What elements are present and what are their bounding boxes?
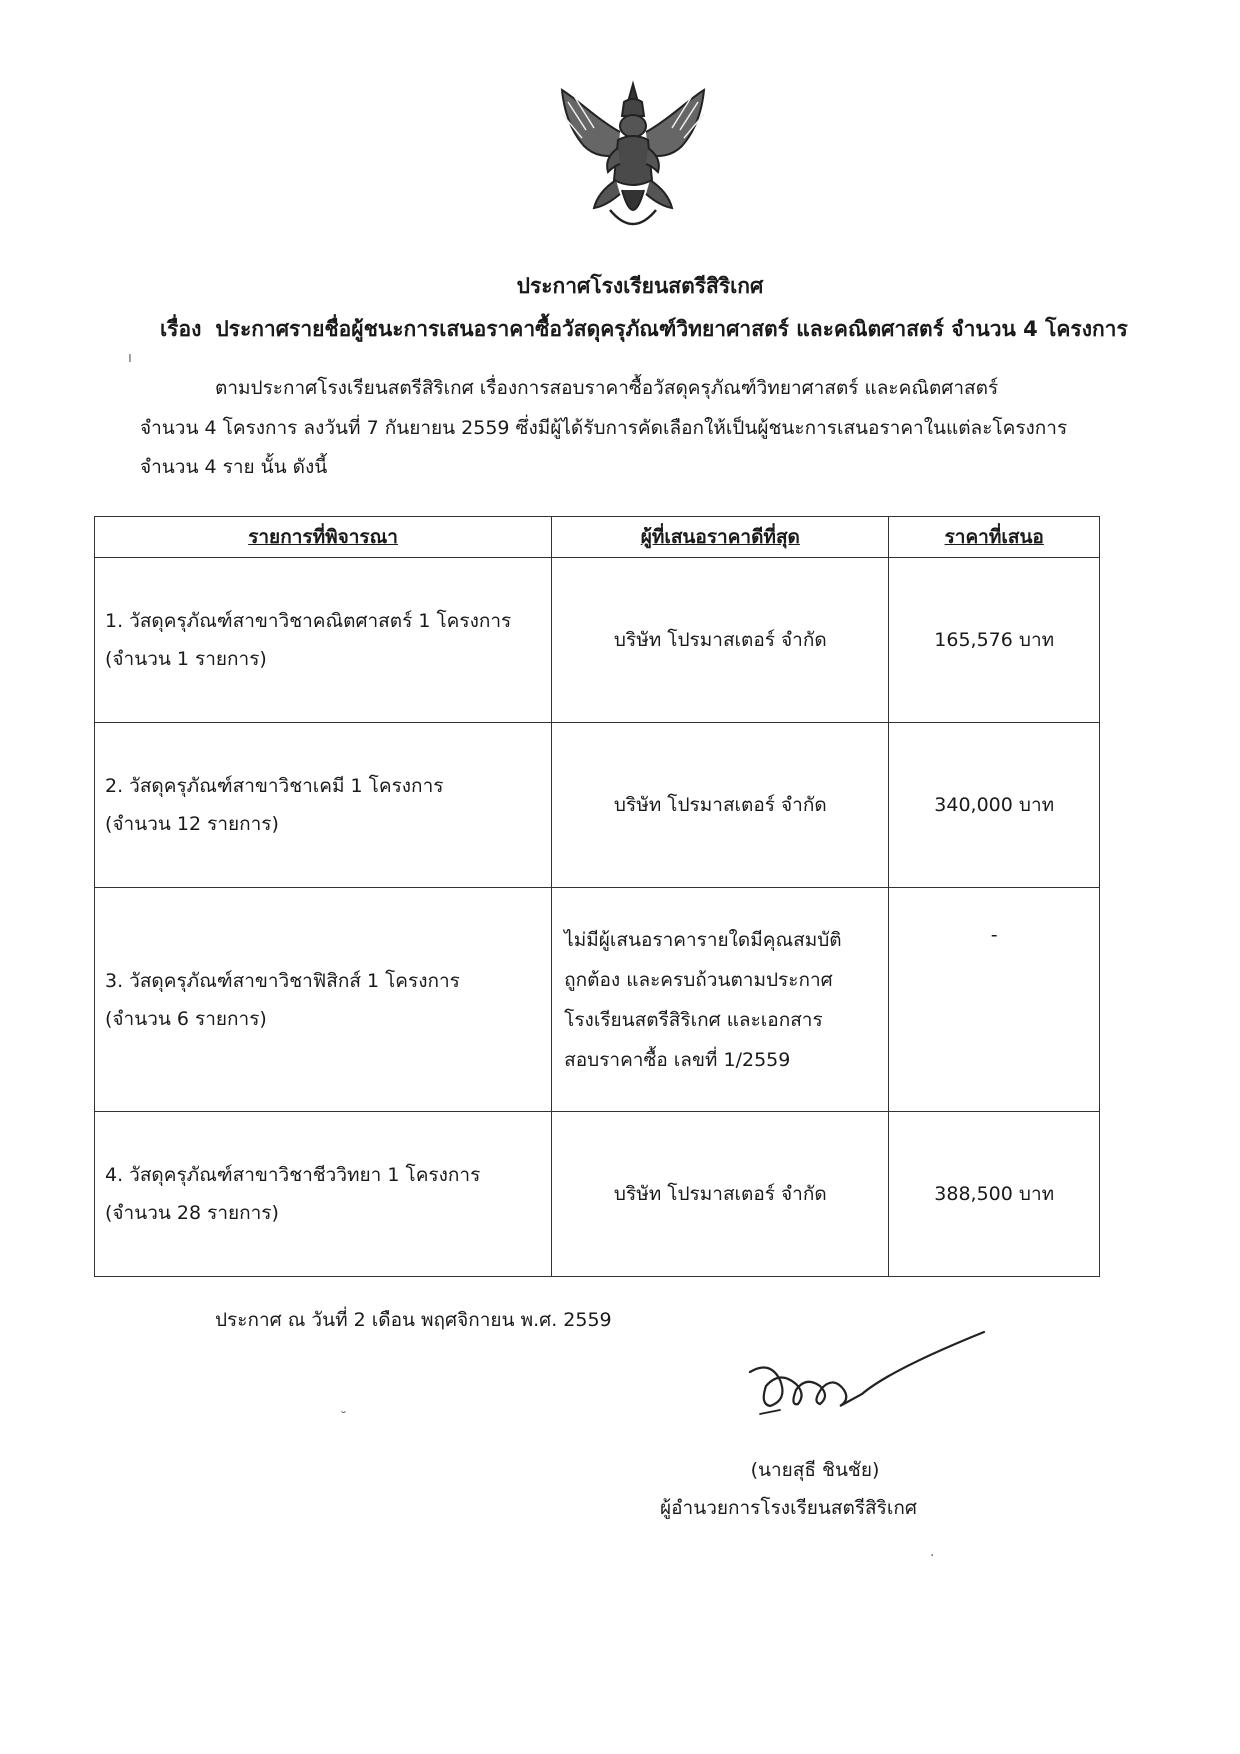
announcement-date: ประกาศ ณ วันที่ 2 เดือน พฤศจิกายน พ.ศ. 2559 [215, 1309, 612, 1331]
announcement-title: ประกาศโรงเรียนสตรีสิริเกศ [516, 274, 764, 298]
subject-text: ประกาศรายชื่อผู้ชนะการเสนอราคาซื้อวัสดุครุภัณฑ์วิทยาศาสตร์ และคณิตศาสตร์ จำนวน 4 โครงการ [215, 317, 1128, 341]
signer-title: ผู้อำนวยการโรงเรียนสตรีสิริเกศ [660, 1497, 917, 1519]
item-cell: 4. วัสดุครุภัณฑ์สาขาวิชาชีววิทยา 1 โครงการ (จำนวน 28 รายการ) [95, 1112, 552, 1277]
document-page: ประกาศโรงเรียนสตรีสิริเกศ เรื่อง ประกาศรายชื่อผู้ชนะการเสนอราคาซื้อวัสดุครุภัณฑ์วิทยาศาสตร์ และคณิตศาสตร์ จำนวน 4 โครงการ ı ตามประกาศโรงเรียนสตรีสิริเกศ เรื่องการสอบราคาซื้อวัสดุครุภัณฑ์วิทยาศาสตร์ และคณิตศาสตร์ จำนวน 4 โครงการ ลงวันที่ 7 กันยายน 2559 ซึ่งมีผู้ได้รับการคัดเลือกให้เป็นผู้ชนะการเสนอราคาในแต่ละโครงการ จำนวน 4 ราย นั้น ดังนี้ รายการที่พิจารณา ผู้ที่เสนอราคาดีที่สุด ราคาที่เสนอ 1. วัสดุครุภัณฑ์สาขาวิชาคณิตศาสตร์ 1 โครงการ (จำนวน 1 รายการ) บริษัท โปรมาสเตอร์ จำกัด 165,576 บาท 2. วัสดุครุภัณฑ์สาขาวิชาเคมี 1 โครงการ (จำนวน 12 รายการ) บริษัท โปรมาสเตอร์ จำกัด 340,000 บาท 3. วัสดุครุภัณฑ์สาขาวิชาฟิสิกส์ 1 โครงการ (จำนวน 6 รายการ) ไม่มีผู้เสนอราคารายใดมีคุณสมบัติ ถูกต้อง และครบถ้วนตามประกาศ โรงเรียนสตรีสิริเกศ และเอกสาร สอบราคาซื้อ เลขที่ 1/2559 - 4. วัสดุครุภัณฑ์สาขาวิชาชีววิทยา 1 โครงการ (จำนวน 28 รายการ) บริษัท โปรมาสเตอร์ จำกัด 388,500 บาท ประกาศ ณ วันที่ 2 เดือน พฤศจิกายน พ.ศ. 2559 (นายสุธี ชินชัย) ผู้อำนวยการโรงเรียนสตรีสิริเกศ ˘ · [0, 0, 1240, 1754]
table-row [95, 723, 1100, 888]
winner-cell: ไม่มีผู้เสนอราคารายใดมีคุณสมบัติ ถูกต้อง และครบถ้วนตามประกาศ โรงเรียนสตรีสิริเกศ และเอกสาร สอบราคาซื้อ เลขที่ 1/2559 [552, 888, 889, 1112]
header-offered-price: ราคาที่เสนอ [889, 517, 1100, 558]
body-paragraph-line-3: จำนวน 4 ราย นั้น ดังนี้ [140, 456, 328, 478]
item-cell: 2. วัสดุครุภัณฑ์สาขาวิชาเคมี 1 โครงการ (จำนวน 12 รายการ) [95, 723, 552, 888]
header-items: รายการที่พิจารณา [95, 517, 552, 558]
price-cell: 165,576 บาท [889, 558, 1100, 723]
body-paragraph-line-1: ตามประกาศโรงเรียนสตรีสิริเกศ เรื่องการสอบราคาซื้อวัสดุครุภัณฑ์วิทยาศาสตร์ และคณิตศาสตร์ [215, 377, 999, 399]
winner-cell: บริษัท โปรมาสเตอร์ จำกัด [552, 723, 889, 888]
header-best-bidder: ผู้ที่เสนอราคาดีที่สุด [552, 517, 889, 558]
subject-label: เรื่อง [160, 317, 202, 341]
item-cell: 3. วัสดุครุภัณฑ์สาขาวิชาฟิสิกส์ 1 โครงการ (จำนวน 6 รายการ) [95, 888, 552, 1112]
results-table [94, 516, 1100, 1277]
table-row [95, 888, 1100, 1112]
signature-icon [740, 1320, 990, 1450]
garuda-emblem-icon [548, 80, 718, 240]
item-cell: 1. วัสดุครุภัณฑ์สาขาวิชาคณิตศาสตร์ 1 โครงการ (จำนวน 1 รายการ) [95, 558, 552, 723]
price-cell: 388,500 บาท [889, 1112, 1100, 1277]
winner-cell: บริษัท โปรมาสเตอร์ จำกัด [552, 558, 889, 723]
table-header-row [95, 517, 1100, 558]
winner-cell: บริษัท โปรมาสเตอร์ จำกัด [552, 1112, 889, 1277]
table-row [95, 558, 1100, 723]
signer-name: (นายสุธี ชินชัย) [750, 1459, 880, 1481]
announcement-subject [160, 313, 1128, 346]
price-cell: 340,000 บาท [889, 723, 1100, 888]
body-paragraph-line-2: จำนวน 4 โครงการ ลงวันที่ 7 กันยายน 2559 ซึ่งมีผู้ได้รับการคัดเลือกให้เป็นผู้ชนะการเสนอราคาในแต่ละโครงการ [140, 417, 1068, 439]
price-cell: - [889, 888, 1100, 1112]
table-row [95, 1112, 1100, 1277]
